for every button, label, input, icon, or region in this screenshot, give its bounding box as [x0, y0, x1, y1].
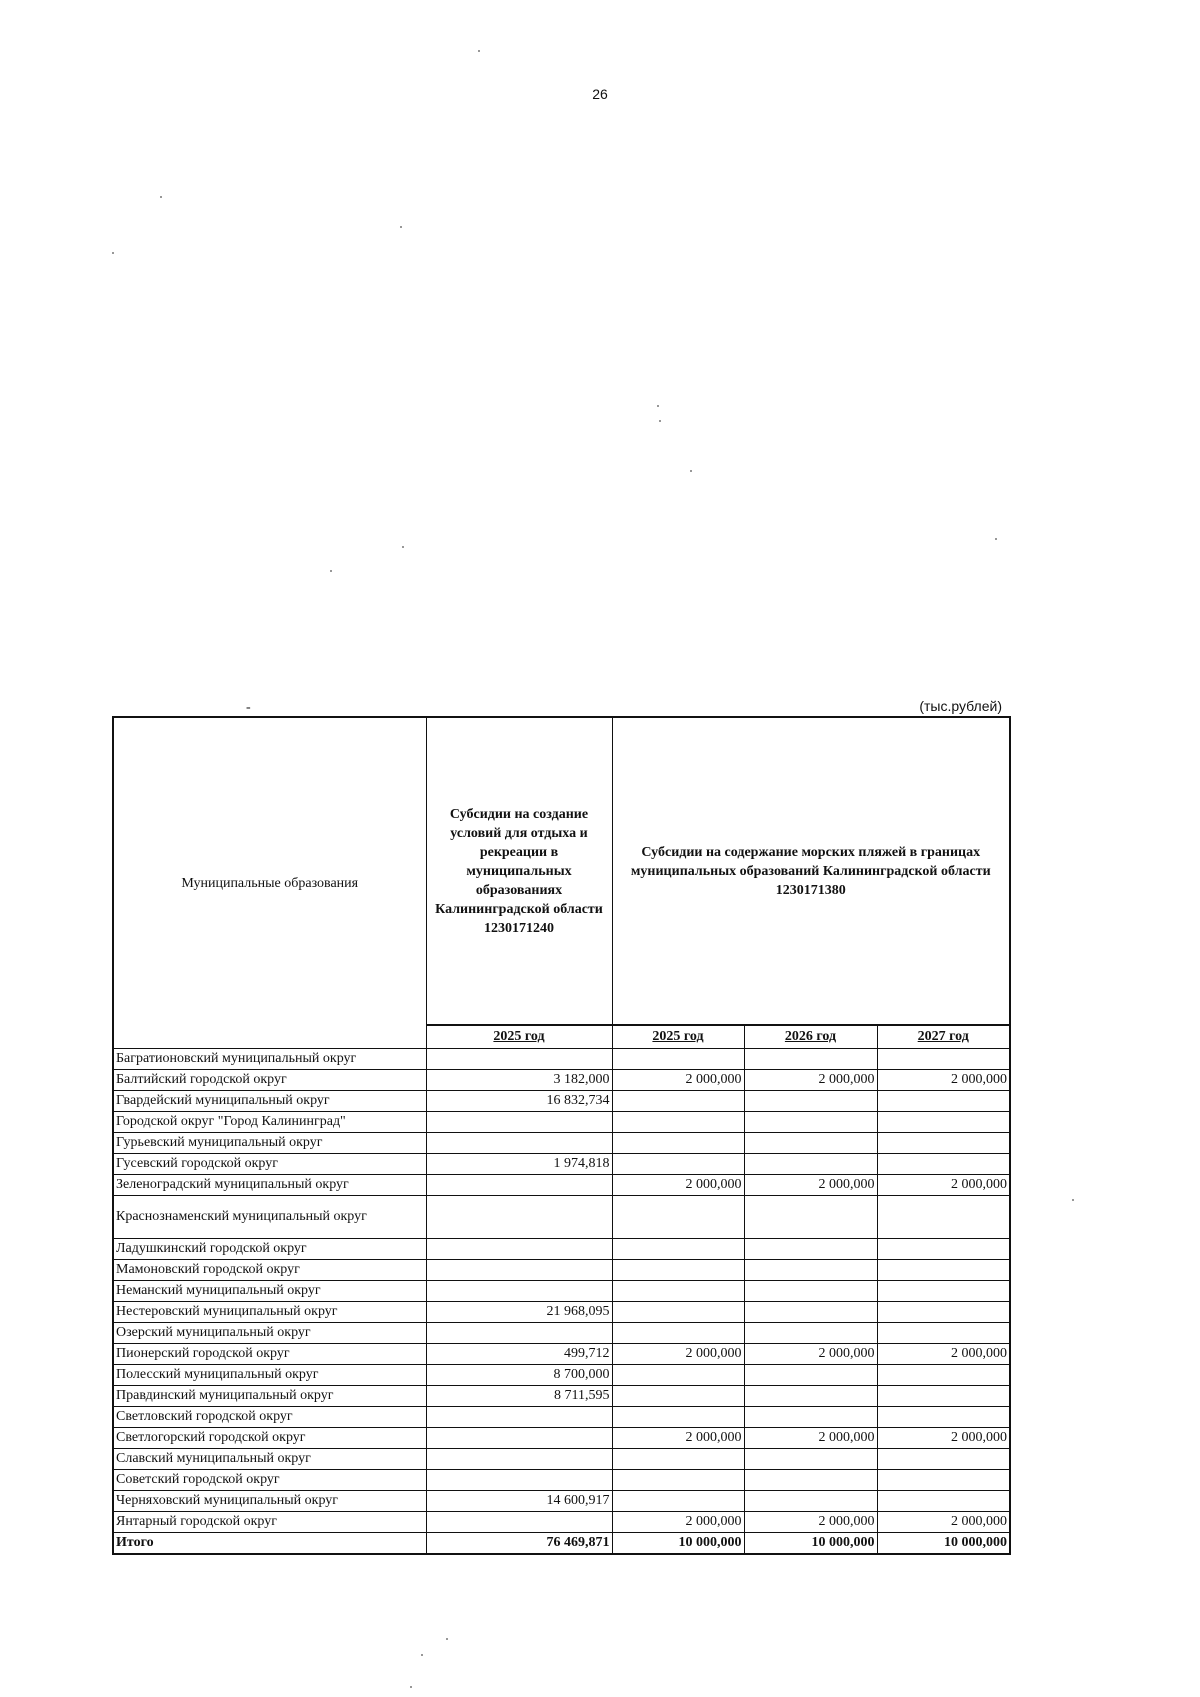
table-row — [113, 1344, 1010, 1365]
table-row — [113, 1049, 1010, 1070]
table-header-row — [113, 717, 1010, 1025]
beaches-2027-value — [877, 1049, 1010, 1070]
table-row — [113, 1196, 1010, 1239]
municipality-name: Советский городской округ — [113, 1470, 426, 1491]
table-row — [113, 1365, 1010, 1386]
recreation-2025-value — [426, 1196, 612, 1239]
total-row — [113, 1533, 1010, 1555]
recreation-2025-value: 8 711,595 — [426, 1386, 612, 1407]
recreation-2025-value: 16 832,734 — [426, 1091, 612, 1112]
beaches-2025-value: 2 000,000 — [612, 1070, 744, 1091]
beaches-2026-value — [744, 1449, 877, 1470]
recreation-2025-value: 3 182,000 — [426, 1070, 612, 1091]
beaches-2025-value — [612, 1302, 744, 1323]
scan-speck — [446, 1638, 448, 1640]
municipality-name: Зеленоградский муниципальный округ — [113, 1175, 426, 1196]
recreation-2025-value — [426, 1449, 612, 1470]
municipality-name: Правдинский муниципальный округ — [113, 1386, 426, 1407]
header-subsidy-recreation: Субсидии на создание условий для отдыха и рекреации в муниципальных образованиях Калининградской области 1230171240 — [426, 717, 612, 1025]
beaches-2027-value: 2 000,000 — [877, 1070, 1010, 1091]
table-row — [113, 1491, 1010, 1512]
recreation-2025-value — [426, 1407, 612, 1428]
table-row — [113, 1239, 1010, 1260]
table-row — [113, 1281, 1010, 1302]
municipality-name: Славский муниципальный округ — [113, 1449, 426, 1470]
scan-speck — [330, 570, 332, 572]
municipality-name: Светлогорский городской округ — [113, 1428, 426, 1449]
beaches-2026-value — [744, 1239, 877, 1260]
municipality-name: Неманский муниципальный округ — [113, 1281, 426, 1302]
recreation-2025-value — [426, 1239, 612, 1260]
beaches-2026-value — [744, 1133, 877, 1154]
beaches-2026-value — [744, 1491, 877, 1512]
table-row — [113, 1407, 1010, 1428]
beaches-2027-value — [877, 1133, 1010, 1154]
scan-speck — [421, 1654, 423, 1656]
total-recreation-2025: 76 469,871 — [426, 1533, 612, 1555]
beaches-2025-value — [612, 1470, 744, 1491]
beaches-2027-value — [877, 1196, 1010, 1239]
recreation-2025-value — [426, 1428, 612, 1449]
recreation-2025-value: 14 600,917 — [426, 1491, 612, 1512]
municipality-name: Пионерский городской округ — [113, 1344, 426, 1365]
beaches-2027-value — [877, 1323, 1010, 1344]
scan-speck — [690, 470, 692, 472]
header-subsidy-beaches: Субсидии на содержание морских пляжей в границах муниципальных образований Калининградской области 1230171380 — [612, 717, 1010, 1025]
beaches-2027-value — [877, 1154, 1010, 1175]
beaches-2025-value — [612, 1407, 744, 1428]
scan-speck — [112, 252, 114, 254]
beaches-2026-value — [744, 1112, 877, 1133]
scan-speck — [657, 405, 659, 407]
table-row — [113, 1154, 1010, 1175]
units-label: (тыс.рублей) — [919, 698, 1002, 714]
table-row — [113, 1070, 1010, 1091]
municipality-name: Светловский городской округ — [113, 1407, 426, 1428]
total-beaches-2025: 10 000,000 — [612, 1533, 744, 1555]
table-row — [113, 1512, 1010, 1533]
beaches-2027-value — [877, 1260, 1010, 1281]
beaches-2026-value: 2 000,000 — [744, 1428, 877, 1449]
municipality-name: Багратионовский муниципальный округ — [113, 1049, 426, 1070]
total-beaches-2026: 10 000,000 — [744, 1533, 877, 1555]
beaches-2027-value — [877, 1281, 1010, 1302]
total-beaches-2027: 10 000,000 — [877, 1533, 1010, 1555]
beaches-2026-value: 2 000,000 — [744, 1344, 877, 1365]
beaches-2027-value — [877, 1239, 1010, 1260]
scan-speck — [1072, 1199, 1074, 1201]
beaches-2027-value — [877, 1365, 1010, 1386]
beaches-2027-value: 2 000,000 — [877, 1428, 1010, 1449]
table-row — [113, 1323, 1010, 1344]
table-row — [113, 1470, 1010, 1491]
year-header-beaches-2027: 2027 год — [877, 1025, 1010, 1049]
beaches-2027-value — [877, 1112, 1010, 1133]
beaches-2025-value — [612, 1281, 744, 1302]
beaches-2027-value: 2 000,000 — [877, 1512, 1010, 1533]
table-row — [113, 1091, 1010, 1112]
beaches-2025-value — [612, 1260, 744, 1281]
beaches-2025-value: 2 000,000 — [612, 1175, 744, 1196]
stray-dash-mark: - — [246, 700, 251, 715]
beaches-2026-value — [744, 1260, 877, 1281]
municipality-name: Гурьевский муниципальный округ — [113, 1133, 426, 1154]
table-row — [113, 1302, 1010, 1323]
beaches-2027-value — [877, 1302, 1010, 1323]
table-row — [113, 1449, 1010, 1470]
beaches-2025-value — [612, 1154, 744, 1175]
beaches-2027-value — [877, 1449, 1010, 1470]
table-row — [113, 1428, 1010, 1449]
scan-speck — [659, 420, 661, 422]
beaches-2025-value — [612, 1133, 744, 1154]
beaches-2025-value: 2 000,000 — [612, 1512, 744, 1533]
beaches-2026-value — [744, 1049, 877, 1070]
municipality-name: Черняховский муниципальный округ — [113, 1491, 426, 1512]
municipality-name: Мамоновский городской округ — [113, 1260, 426, 1281]
beaches-2026-value — [744, 1302, 877, 1323]
beaches-2026-value — [744, 1281, 877, 1302]
recreation-2025-value — [426, 1260, 612, 1281]
beaches-2026-value — [744, 1386, 877, 1407]
beaches-2027-value — [877, 1386, 1010, 1407]
municipality-name: Краснознаменский муниципальный округ — [113, 1196, 426, 1239]
subsidy-table — [112, 716, 1011, 1555]
beaches-2025-value — [612, 1449, 744, 1470]
beaches-2027-value — [877, 1491, 1010, 1512]
recreation-2025-value: 499,712 — [426, 1344, 612, 1365]
beaches-2025-value — [612, 1196, 744, 1239]
scan-speck — [995, 538, 997, 540]
total-label: Итого — [113, 1533, 426, 1555]
recreation-2025-value: 21 968,095 — [426, 1302, 612, 1323]
recreation-2025-value — [426, 1049, 612, 1070]
year-header-recreation-2025: 2025 год — [426, 1025, 612, 1049]
beaches-2026-value: 2 000,000 — [744, 1070, 877, 1091]
table-row — [113, 1260, 1010, 1281]
year-header-beaches-2025: 2025 год — [612, 1025, 744, 1049]
municipality-name: Нестеровский муниципальный округ — [113, 1302, 426, 1323]
beaches-2026-value — [744, 1407, 877, 1428]
scan-speck — [160, 196, 162, 198]
beaches-2026-value — [744, 1154, 877, 1175]
municipality-name: Балтийский городской округ — [113, 1070, 426, 1091]
municipality-name: Озерский муниципальный округ — [113, 1323, 426, 1344]
recreation-2025-value — [426, 1175, 612, 1196]
beaches-2027-value — [877, 1407, 1010, 1428]
recreation-2025-value: 1 974,818 — [426, 1154, 612, 1175]
table-row — [113, 1386, 1010, 1407]
beaches-2027-value — [877, 1091, 1010, 1112]
beaches-2025-value — [612, 1112, 744, 1133]
beaches-2026-value — [744, 1470, 877, 1491]
table-row — [113, 1112, 1010, 1133]
beaches-2026-value: 2 000,000 — [744, 1512, 877, 1533]
beaches-2025-value — [612, 1386, 744, 1407]
table-row — [113, 1175, 1010, 1196]
municipality-name: Полесский муниципальный округ — [113, 1365, 426, 1386]
beaches-2027-value: 2 000,000 — [877, 1344, 1010, 1365]
scan-speck — [478, 50, 480, 52]
header-municipality: Муниципальные образования — [113, 717, 426, 1049]
municipality-name: Ладушкинский городской округ — [113, 1239, 426, 1260]
beaches-2025-value — [612, 1049, 744, 1070]
beaches-2025-value — [612, 1365, 744, 1386]
beaches-2025-value — [612, 1239, 744, 1260]
municipality-name: Гвардейский муниципальный округ — [113, 1091, 426, 1112]
beaches-2027-value: 2 000,000 — [877, 1175, 1010, 1196]
municipality-name: Городской округ "Город Калининград" — [113, 1112, 426, 1133]
beaches-2025-value — [612, 1091, 744, 1112]
scan-speck — [400, 226, 402, 228]
beaches-2026-value: 2 000,000 — [744, 1175, 877, 1196]
beaches-2026-value — [744, 1365, 877, 1386]
beaches-2026-value — [744, 1091, 877, 1112]
municipality-name: Янтарный городской округ — [113, 1512, 426, 1533]
scan-speck — [402, 546, 404, 548]
table-row — [113, 1133, 1010, 1154]
recreation-2025-value — [426, 1133, 612, 1154]
beaches-2025-value — [612, 1323, 744, 1344]
beaches-2026-value — [744, 1323, 877, 1344]
beaches-2025-value — [612, 1491, 744, 1512]
beaches-2025-value: 2 000,000 — [612, 1428, 744, 1449]
recreation-2025-value — [426, 1512, 612, 1533]
recreation-2025-value: 8 700,000 — [426, 1365, 612, 1386]
table-body — [113, 1049, 1010, 1533]
page-number: 26 — [592, 86, 608, 102]
municipality-name: Гусевский городской округ — [113, 1154, 426, 1175]
beaches-2026-value — [744, 1196, 877, 1239]
recreation-2025-value — [426, 1470, 612, 1491]
beaches-2025-value: 2 000,000 — [612, 1344, 744, 1365]
beaches-2027-value — [877, 1470, 1010, 1491]
recreation-2025-value — [426, 1281, 612, 1302]
year-header-beaches-2026: 2026 год — [744, 1025, 877, 1049]
scan-speck — [410, 1686, 412, 1688]
recreation-2025-value — [426, 1323, 612, 1344]
recreation-2025-value — [426, 1112, 612, 1133]
